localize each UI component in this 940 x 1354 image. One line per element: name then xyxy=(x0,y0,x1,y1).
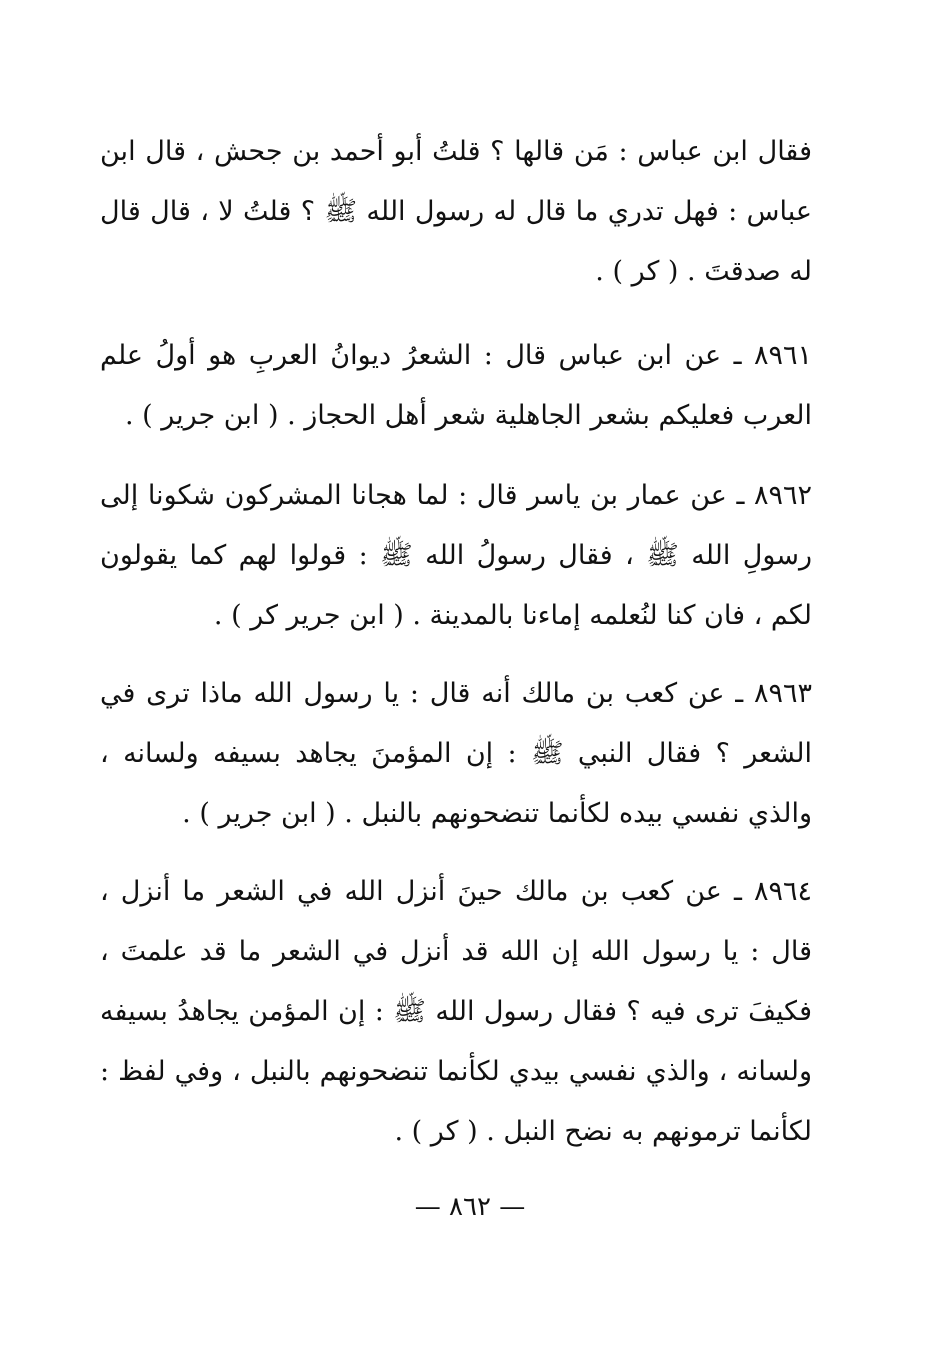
paragraph-text: ـ عن كعب بن مالك حينَ أنزل الله في الشعر ما أنزل ، قال : يا رسول الله إن الله قد أنزل في الشعر ما قد علمتَ ، فكيفَ ترى فيه ؟ فقال رسول الله ﷺ : إن المؤمن يجاهدُ بسيفه ولسانه ، والذي نفسي بيدي لكأنما تنضحونهم بالنبل ، وفي لفظ : لكأنما ترمونهم به نضح النبل . ( كر ) . xyxy=(100,876,812,1147)
hadith-number: ٨٩٦٣ xyxy=(753,678,812,709)
hadith-8963 xyxy=(100,664,812,858)
hadith-8961 xyxy=(100,326,812,460)
hadith-number: ٨٩٦١ xyxy=(753,340,812,371)
paragraph-text: ـ عن عمار بن ياسر قال : لما هجانا المشركون شكونا إلى رسولِ الله ﷺ ، فقال رسولُ الله ﷺ : قولوا لهم كما يقولون لكم ، فان كنا لنُعلمه إماءنا بالمدينة . ( ابن جرير كر ) . xyxy=(100,480,812,631)
paragraph-text: ـ عن كعب بن مالك أنه قال : يا رسول الله ماذا ترى في الشعر ؟ فقال النبي ﷺ : إن المؤمنَ يجاهد بسيفه ولسانه ، والذي نفسي بيده لكأنما تنضحونهم بالنبل . ( ابن جرير ) . xyxy=(100,678,812,829)
hadith-number: ٨٩٦٢ xyxy=(753,480,812,511)
paragraph-continuation xyxy=(100,122,812,316)
page-number: — ٨٦٢ — xyxy=(414,1192,526,1222)
hadith-number: ٨٩٦٤ xyxy=(753,876,812,907)
hadith-8964 xyxy=(100,862,812,1176)
hadith-8962 xyxy=(100,466,812,660)
paragraph-text: ـ عن ابن عباس قال : الشعرُ ديوانُ العربِ هو أولُ علم العرب فعليكم بشعر الجاهلية شعر أهل الحجاز . ( ابن جرير ) . xyxy=(100,340,812,431)
paragraph-text: فقال ابن عباس : مَن قالها ؟ قلتُ أبو أحمد بن جحش ، قال ابن عباس : فهل تدري ما قال له رسول الله ﷺ ؟ قلتُ لا ، قال قال له صدقتَ . ( كر ) . xyxy=(100,136,812,287)
